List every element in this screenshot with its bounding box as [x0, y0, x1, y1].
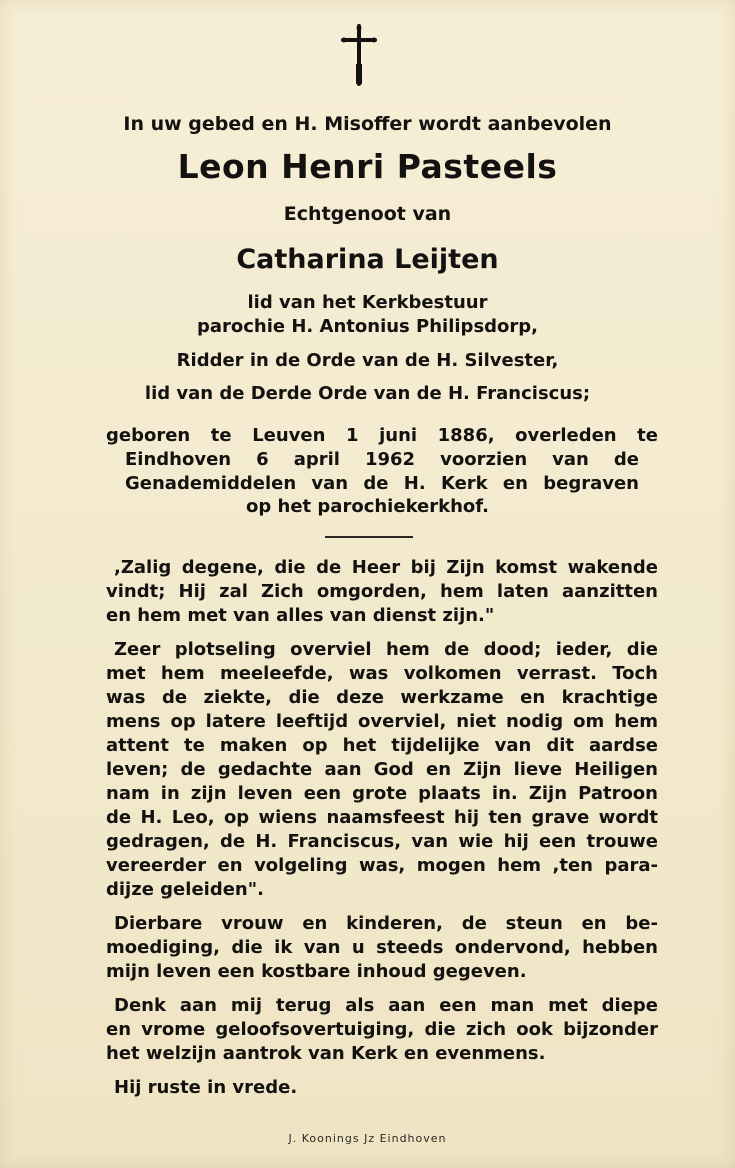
deceased-name: Leon Henri Pasteels: [177, 147, 558, 186]
body-line: mijn leven een kostbare inhoud gegeven.: [106, 961, 527, 982]
body-line: moediging, die ik van u steeds ondervond, hebben: [106, 937, 658, 958]
birth-death-line: op het parochiekerkhof.: [246, 496, 489, 517]
quote-line: ,Zalig degene, die de Heer bij Zijn komst wakende: [114, 557, 658, 578]
title-line: lid van de Derde Orde van de H. Franciscus;: [144, 383, 591, 404]
body-line: Zeer plotseling overviel hem de dood; ieder, die: [114, 639, 658, 660]
body-line: met hem meeleefde, was volkomen verrast. Toch: [106, 663, 658, 684]
body-line: en vrome geloofsovertuiging, die zich ook bijzonder: [106, 1019, 658, 1040]
body-line: nam in zijn leven een grote plaats in. Zijn Patroon: [106, 783, 658, 804]
body-line: vereerder en volgeling was, mogen hem ,ten para-: [106, 855, 658, 876]
body-line: de H. Leo, op wiens naamsfeest hij ten grave wordt: [106, 807, 658, 828]
body-line: Dierbare vrouw en kinderen, de steun en be-: [114, 913, 658, 934]
body-line: Denk aan mij terug als aan een man met diepe: [114, 995, 658, 1016]
quote-line: en hem met van alles van dienst zijn.": [106, 605, 495, 626]
body-line: dijze geleiden".: [106, 879, 264, 900]
intro-line: In uw gebed en H. Misoffer wordt aanbevolen: [123, 113, 612, 135]
body-line: leven; de gedachte aan God en Zijn lieve Heiligen: [106, 759, 658, 780]
title-line: parochie H. Antonius Philipsdorp,: [196, 316, 539, 337]
printer-imprint: J. Koonings Jz Eindhoven: [288, 1132, 447, 1145]
body-line: attent te maken op het tijdelijke van dit aardse: [106, 735, 658, 756]
quote-line: vindt; Hij zal Zich omgorden, hem laten aanzitten: [106, 581, 658, 602]
cross-icon: [339, 24, 379, 86]
body-line: gedragen, de H. Franciscus, van wie hij een trouwe: [106, 831, 658, 852]
birth-death-line: Genademiddelen van de H. Kerk en begraven: [125, 473, 639, 494]
closing-line: Hij ruste in vrede.: [114, 1077, 298, 1098]
body-line: het welzijn aantrok van Kerk en evenmens.: [106, 1043, 546, 1064]
title-line: lid van het Kerkbestuur: [247, 292, 488, 313]
birth-death-line: Eindhoven 6 april 1962 voorzien van de: [125, 449, 639, 470]
birth-death-line: geboren te Leuven 1 juni 1886, overleden te: [106, 425, 658, 446]
spouse-label: Echtgenoot van: [283, 203, 452, 225]
body-line: was de ziekte, die deze werkzame en krachtige: [106, 687, 658, 708]
spouse-name: Catharina Leijten: [236, 244, 499, 275]
body-line: mens op latere leeftijd overviel, niet nodig om hem: [106, 711, 658, 732]
divider: [325, 536, 413, 538]
title-line: Ridder in de Orde van de H. Silvester,: [176, 350, 559, 371]
